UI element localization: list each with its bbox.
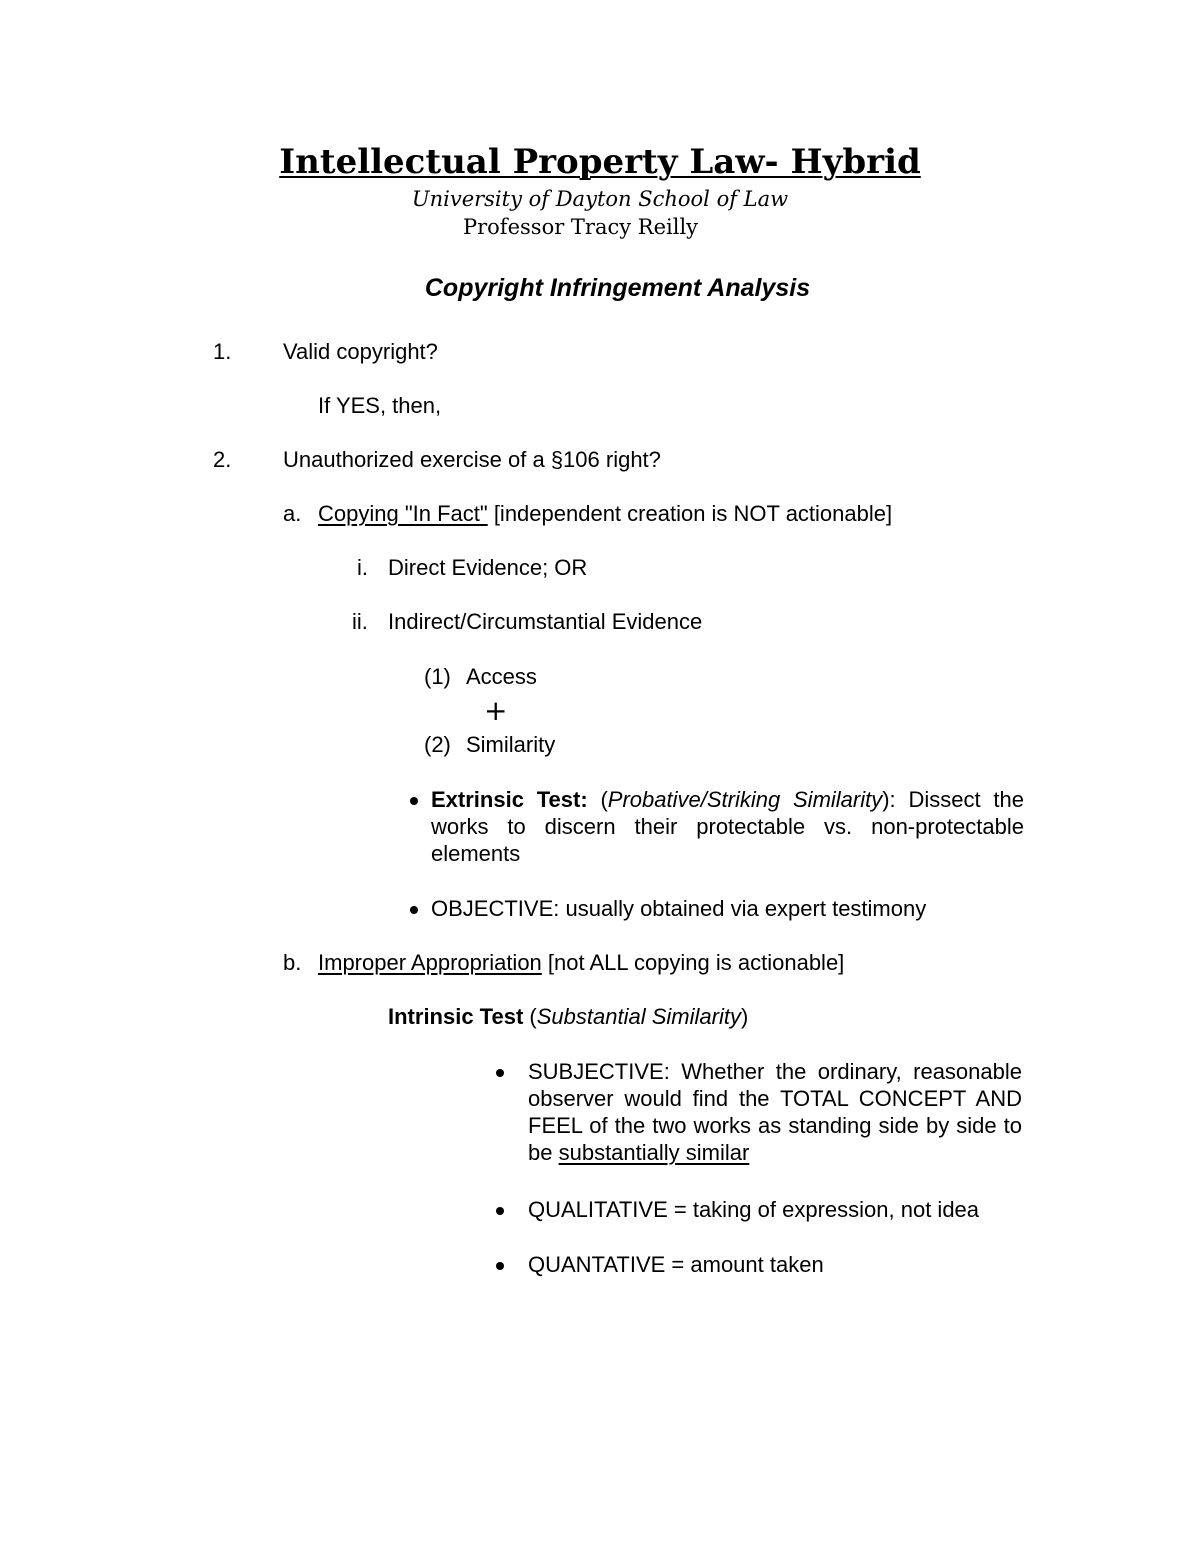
sub-item-a-letter: a. [283, 501, 302, 526]
item-1-text: Valid copyright? [283, 339, 438, 364]
institution-name: University of Dayton School of Law [411, 187, 789, 211]
plus-sign: + [484, 694, 508, 727]
item-2-text: Unauthorized exercise of a §106 right? [283, 447, 661, 472]
intrinsic-test-line [388, 1003, 748, 1030]
sub-item-b-line [318, 949, 844, 976]
intrinsic-close: ) [740, 1004, 749, 1029]
bullet-dot [410, 906, 418, 914]
document-title: Intellectual Property Law- Hybrid [279, 142, 921, 182]
item-1-number: 1. [213, 339, 232, 364]
professor-name: Professor Tracy Reilly [463, 215, 699, 239]
copying-in-fact-note: [independent creation is NOT actionable] [487, 501, 893, 526]
extrinsic-close: ): [882, 787, 896, 812]
intrinsic-italic: Substantial Similarity [536, 1004, 741, 1029]
extrinsic-test-bullet [431, 786, 1024, 867]
objective-bullet: OBJECTIVE: usually obtained via expert testimony [431, 896, 927, 921]
sub-item-b-letter: b. [283, 950, 302, 975]
sub-item-a-line [318, 500, 892, 527]
substantially-similar-text: substantially similar [558, 1140, 750, 1165]
quantative-bullet: QUANTATIVE = amount taken [528, 1252, 824, 1277]
bullet-dot [496, 1207, 504, 1215]
factor-1-number: (1) [424, 664, 451, 689]
roman-i-number: i. [357, 555, 368, 580]
improper-appropriation-label: Improper Appropriation [318, 950, 542, 975]
bullet-dot [496, 1069, 504, 1077]
extrinsic-description: Dissect the works to discern their protectable vs. non-protectable elements [431, 787, 1024, 866]
extrinsic-open: ( [587, 787, 608, 812]
item-1-followup: If YES, then, [318, 393, 442, 418]
item-2-number: 2. [213, 447, 232, 472]
factor-1-text: Access [466, 664, 537, 689]
extrinsic-italic: Probative/Striking Similarity [607, 787, 883, 812]
roman-i-text: Direct Evidence; OR [388, 555, 588, 580]
subjective-bullet [528, 1058, 1022, 1166]
bullet-dot [410, 797, 418, 805]
extrinsic-test-label: Extrinsic Test [431, 787, 581, 812]
qualitative-bullet: QUALITATIVE = taking of expression, not idea [528, 1197, 980, 1222]
section-heading: Copyright Infringement Analysis [424, 274, 811, 302]
intrinsic-test-label: Intrinsic Test [388, 1004, 524, 1029]
factor-2-number: (2) [424, 732, 451, 757]
roman-ii-text: Indirect/Circumstantial Evidence [388, 609, 703, 634]
subjective-text: SUBJECTIVE: Whether the ordinary, reasonable observer would find the TOTAL CONCEPT AND FEEL of the two works as standing side by side to be [528, 1059, 1022, 1165]
roman-ii-number: ii. [352, 609, 368, 634]
intrinsic-open: ( [523, 1004, 537, 1029]
improper-appropriation-note: [not ALL copying is actionable] [541, 950, 845, 975]
bullet-dot [496, 1262, 504, 1270]
factor-2-text: Similarity [466, 732, 556, 757]
extrinsic-test-colon: : [580, 787, 588, 812]
copying-in-fact-label: Copying "In Fact" [318, 501, 488, 526]
